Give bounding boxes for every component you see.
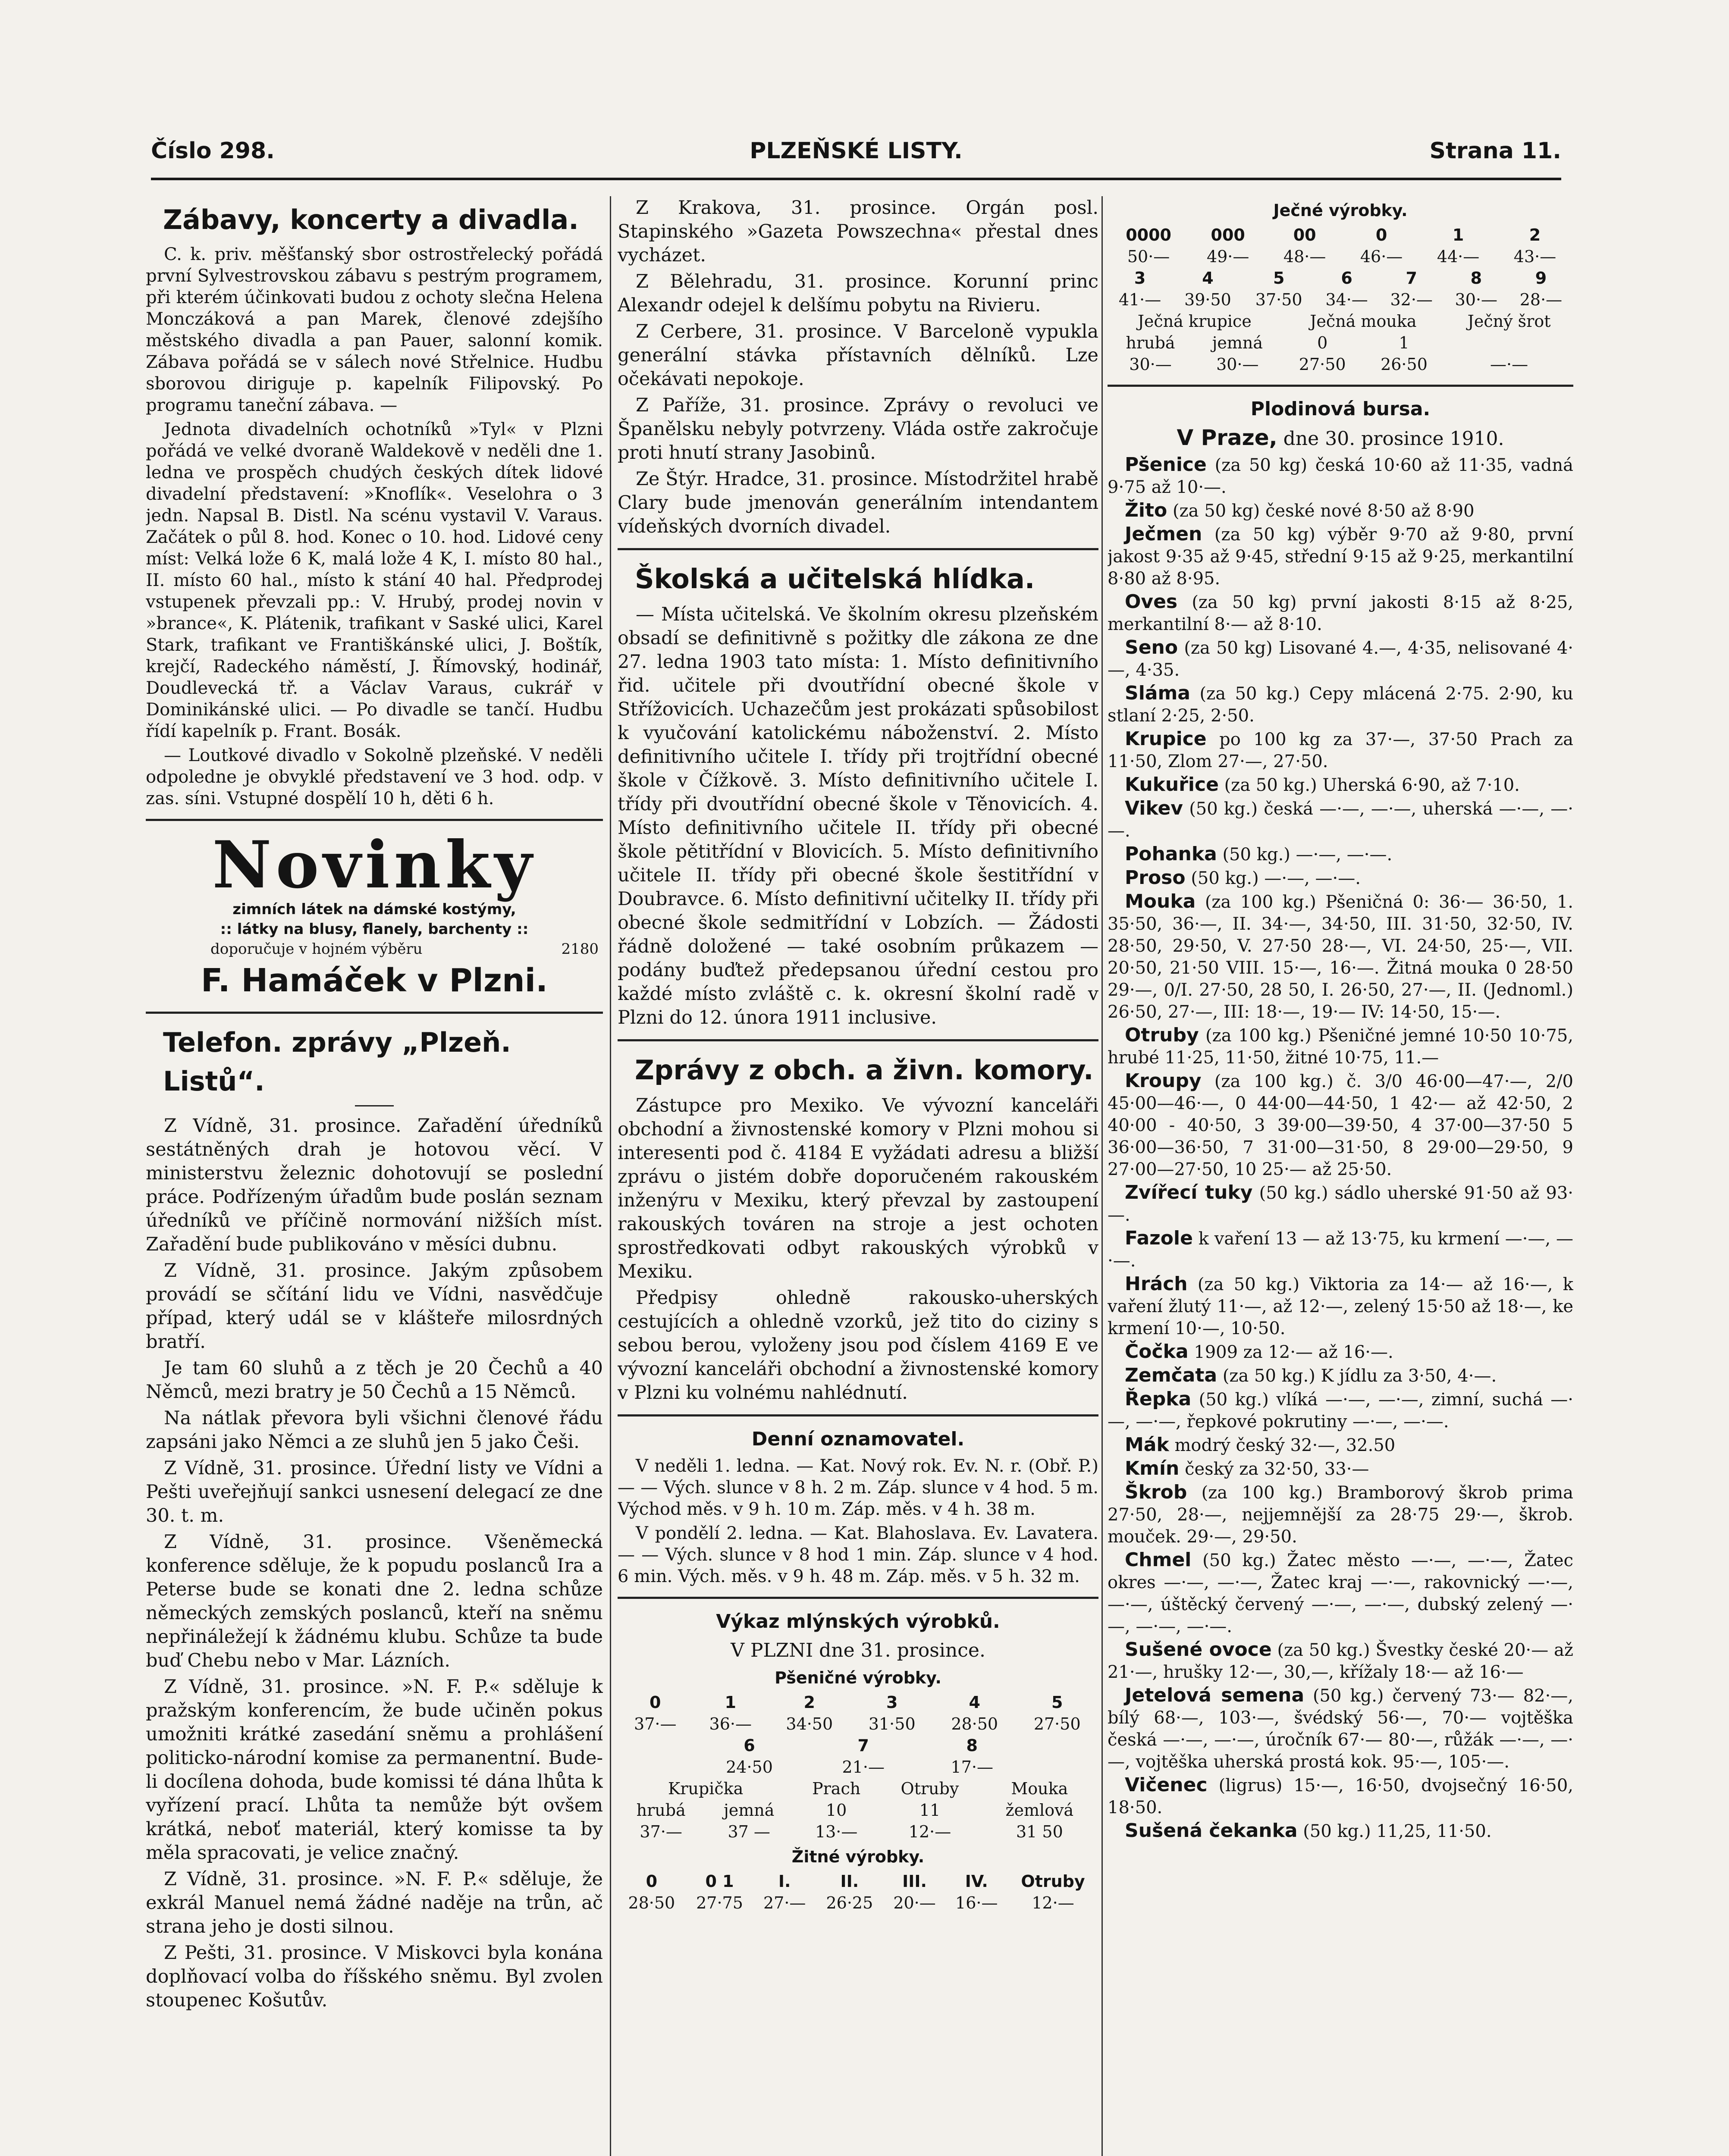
table-cell: 00 [1293,226,1316,244]
table-cell: Ječná mouka [1310,312,1417,331]
commodity-item [1108,636,1573,681]
commodity-name: Sláma [1125,682,1191,704]
table-cell: 7 [1406,269,1417,288]
article-paragraph: Z Paříže, 31. prosince. Zprávy o revoluci ve Španělsku nebyly potvrzeny. Vláda ostře zakročuje proti hnutí strany Jasobinů. [618,395,1098,464]
table-cell: 21·— [842,1758,885,1777]
article-paragraph: Z Bělehradu, 31. prosince. Korunní princ Alexandr odejel k delšímu pobytu na Rivieru. [618,271,1098,316]
table-cell: 36·— [709,1714,752,1733]
column-divider [610,196,611,2156]
commodity-name: Hrách [1125,1273,1188,1295]
article-paragraph: V pondělí 2. ledna. — Kat. Blahoslava. Ev. Lavatera. — — Vých. slunce v 8 hod 1 min. Záp. slunce v 4 hod. 6 min. Vých. měs. v 9 h. 48 m. Záp. měs. v 5 h. 32 m. [618,1523,1098,1586]
table-cell: jemná [723,1801,775,1820]
table-cell: Mouka [1011,1779,1068,1798]
article-paragraph: Z Cerbere, 31. prosince. V Barceloně vypukla generální stávka přístavních dělníků. Lze očekávati nepokoje. [618,321,1098,390]
table-cell: Prach [812,1779,861,1798]
table-cell: 26·25 [826,1893,873,1912]
psenicne-table-2 [690,1735,1026,1778]
article-paragraph: C. k. priv. měšťanský sbor ostrostřelecký pořádá první Sylvestrovskou zábavu s pestrým programem, při kterém účinkovati budou z ochoty slečna Helena Monczáková a pan Marek, členové zdejšího městského divadla a pan Pauer, salonní komik. Zábava pořádá se v sálech nové Střelnice. Hudbu sborovou diriguje p. kapelník Filipovský. Po programu taneční zábava. — [146,244,603,415]
commodity-item [1108,1481,1573,1548]
table-cell: 37 — [728,1822,770,1841]
table-cell: 26·50 [1381,355,1428,374]
commodity-item [1108,1070,1573,1181]
commodity-item [1108,499,1573,522]
table-cell: 31·50 [868,1714,916,1733]
page-header [151,129,1561,177]
section-heading-telefon: Telefon. zprávy „Plzeň. Listů“. [163,1027,511,1097]
commodity-price: (za 50 kg.) Viktoria za 14·— až 16·—, k vaření žlutý 11·—, až 12·—, zelený 15·50 až 18·—, ke krmení 10·—, 10·50. [1108,1275,1573,1338]
table-cell: 11 [919,1801,941,1820]
commodity-name: Zvířecí tuky [1125,1181,1253,1203]
section-heading-zabavy: Zábavy, koncerty a divadla. [163,204,579,235]
commodity-name: Oves [1125,591,1178,613]
commodity-item [1108,1684,1573,1773]
article-paragraph: Z Vídně, 31. prosince. Všeněmecká konference sděluje, že k popudu poslanců Ira a Peterse bude se konati dne 2. ledna schůze německých zemských poslanců, kteří na sněmu nepřináležejí k žádnému klubu. Schůze ta bude buď Chebu nebo v Mar. Lázních. [146,1531,603,1671]
section-rule [618,1414,1098,1416]
table-cell: I. [778,1872,791,1891]
commodity-price: (50 kg.) vlíká —·—, —·—, zimní, suchá —·—, —·—, řepkové pokrutiny —·—, —·—. [1108,1390,1573,1432]
article-paragraph: Ze Štýr. Hradce, 31. prosince. Místodržitel hrabě Clary bude jmenován generálním intendantem vídeňských dvorních divadel. [618,468,1098,537]
section-rule [146,1012,603,1014]
commodity-item [1108,1434,1573,1457]
table-cell: 27·50 [1299,355,1346,374]
page-number: Strana 11. [1429,138,1561,164]
table-cell: 30·— [1455,290,1498,309]
table-cell: 24·50 [726,1758,773,1777]
table-cell: 2 [1529,226,1541,244]
table-cell: 50·— [1127,247,1170,266]
commodity-price: (za 100 kg.) Bramborový škrob prima 27·50, 28·—, nejjemnější za 28·75 29·—, škrob. mouček. 29·—, 29·50. [1108,1483,1573,1547]
commodity-price: modrý český 32·—, 32.50 [1174,1435,1396,1455]
table-heading-jecne: Ječné výrobky. [1273,201,1408,220]
commodity-name: Vikev [1125,797,1183,819]
commodity-item [1108,454,1573,498]
jecne-table-3 [1108,310,1573,375]
table-cell: hrubá [636,1801,686,1820]
commodity-item [1108,1024,1573,1069]
commodity-item [1108,1774,1573,1819]
section-rule [146,819,603,821]
commodity-item [1108,1341,1573,1363]
table-cell: 37·— [640,1822,682,1841]
commodity-item [1108,1457,1573,1480]
commodity-price: (ligrus) 15·—, 16·50, dvojsečný 16·50, 18·50. [1108,1776,1573,1818]
commodity-price: (za 50 kg) česká 10·60 až 11·35, vadná 9·75 až 10·—. [1108,455,1573,497]
commodity-item [1108,1820,1573,1843]
commodity-name: Chmel [1125,1549,1192,1571]
table-cell: 5 [1273,269,1285,288]
table-cell: 4 [1202,269,1214,288]
section-heading-vykaz: Výkaz mlýnských výrobků. [716,1611,1000,1633]
table-cell: 27·— [763,1893,806,1912]
table-cell: 1 [1399,333,1409,352]
commodity-price: (za 100 kg.) Pšeničná 0: 36·— 36·50, 1. 35·50, 36·—, II. 34·—, 34·50, III. 31·50, 32·50, IV. 28·50, 29·50, V. 27·50 28·—, VI. 24·50, 25·—, VII. 20·50, 21·50 VIII. 15·—, 16·—. Žitná mouka 0 28·50 29·—, 0/I. 27·50, 28 50, I. 26·50, 27·—, II. (Jednoml.) 26·50, 27·—, III: 18·—, 19·— IV: 14·50, 15·—. [1108,892,1573,1022]
commodity-price: po 100 kg za 37·—, 37·50 Prach za 11·50, Zlom 27·—, 27·50. [1108,730,1573,771]
commodity-item [1108,591,1573,636]
article-paragraph: Z Vídně, 31. prosince. »N. F. P.« sděluje, že exkrál Manuel nemá žádné naděje na trůn, ač strana jeho je dosti silnou. [146,1868,603,1937]
table-cell: —·— [1490,355,1528,374]
table-cell: 28·50 [951,1714,998,1733]
table-cell: Krupička [668,1779,744,1798]
commodity-price: k vaření 13 — až 13·75, ku krmení —·—, —·—. [1108,1229,1573,1271]
table-cell: 27·50 [1033,1714,1081,1733]
table-cell: 27·75 [696,1893,743,1912]
commodity-name: Mouka [1125,890,1196,912]
article-paragraph: Zástupce pro Mexiko. Ve vývozní kanceláři obchodní a živnostenské komory v Plzni mohou si interesenti pod č. 4184 E vyžádati adresu a bližší zprávu o jistém dobře doporučeném rakouském inženýru v Mexiku, který převzal by zastoupení rakouských továren na stroje a jest ochoten sprostředkovati odbyt rakouských výrobků v Mexiku. [618,1095,1098,1282]
commodity-name: Kmín [1125,1457,1180,1479]
bursa-date: dne 30. prosince 1910. [1283,428,1504,450]
header-rule [151,178,1561,180]
advertisement [146,827,603,1002]
commodity-price: (50 kg.) —·—, —·—. [1222,845,1393,865]
commodity-name: Žito [1125,499,1167,521]
table-cell: žemlová [1005,1801,1074,1820]
article-paragraph: Z Vídně, 31. prosince. Jakým způsobem provádí se sčítání lidu ve Vídni, nasvědčuje případ, který udál se v klášteře milosrdných bratří. [146,1260,603,1353]
table-cell: 17·— [951,1758,993,1777]
commodity-name: Škrob [1125,1481,1187,1503]
commodity-item [1108,1388,1573,1433]
table-cell: 4 [969,1693,980,1712]
table-cell: 28·50 [628,1893,675,1912]
commodity-name: Zemčata [1125,1364,1218,1386]
commodity-name: Kukuřice [1125,774,1219,796]
commodity-name: Krupice [1125,728,1207,750]
commodity-price: (za 50 kg.) Švestky české 20·— až 21·—, hrušky 12·—, 30,—, křížaly 18·— až 16·— [1108,1640,1573,1682]
issue-number: Číslo 298. [151,138,275,164]
section-rule [1108,385,1573,387]
table-cell: 41·— [1118,290,1161,309]
commodity-name: Kroupy [1125,1070,1202,1092]
article-paragraph: Z Vídně, 31. prosince. »N. F. P.« sděluje k pražským konferencím, že bude učiněn pokus umožniti krátké zasedání sněmu a prohlášení politicko-národní komise za permanentní. Bude-li docílena dohoda, bude komissi té dána lhůta k vyřízení prací. Lhůta ta nemůže být ovšem krátká, neboť materiál, který komisse ta by měla spracovati, je velice značný. [146,1676,603,1864]
commodity-price: český za 32·50, 33·— [1185,1459,1369,1479]
column-2 [618,196,1098,2156]
commodity-price: (za 100 kg.) č. 3/0 46·00—47·—, 2/0 45·00—46·—, 0 44·00—44·50, 1 42·— až 42·50, 2 40·00 - 40·50, 3 39·00—39·50, 4 37·00—37·50 5 36·00—36·50, 7 31·00—31·50, 8 29·00—29·50, 9 27·00—27·50, 10 25·— až 25·50. [1108,1072,1573,1179]
table-cell: 0 [1317,333,1328,352]
commodity-price: (za 50 kg) první jakosti 8·15 až 8·25, merkantilní 8·— až 8·10. [1108,592,1573,634]
commodity-price: (50 kg.) Žatec město —·—, —·—, Žatec okres —·—, —·—, Žatec kraj —·—, rakovnický —·—, —·—, úštěcký červený —·—, —·—, dubský zelený —·—, —·—, —·—. [1108,1551,1573,1636]
commodity-price: (za 50 kg.) Cepy mlácená 2·75. 2·90, ku stlaní 2·25, 2·50. [1108,684,1573,726]
section-heading-bursa: Plodinová bursa. [1250,398,1431,420]
commodity-price: (za 100 kg.) Pšeničné jemné 10·50 10·75, hrubé 11·25, 11·50, žitné 10·75, 11.— [1108,1026,1573,1068]
table-cell: 37·— [634,1714,677,1733]
column-3 [1108,196,1573,2156]
table-heading-zitne: Žitné výrobky. [791,1847,925,1866]
table-cell: 8 [1470,269,1482,288]
commodity-item [1108,682,1573,727]
article-paragraph: Předpisy ohledně rakousko-uherských cestujících a ohledně vzorků, jež tito do ciziny s sebou berou, vyloženy jsou pod číslem 4169 E ve vývozní kanceláři obchodní a živnostenské komory v Plzni ku volnému nahlédnutí. [618,1287,1098,1404]
table-cell: 0 1 [705,1872,734,1891]
table-cell: 0 [646,1872,658,1891]
table-cell: 43·— [1513,247,1556,266]
table-cell: 13·— [815,1822,858,1841]
commodity-name: Sušená čekanka [1125,1820,1298,1842]
commodity-item [1108,843,1573,866]
bursa-dateline [1108,425,1573,452]
jecne-table [1108,224,1573,267]
bursa-city: V Praze, [1177,425,1277,450]
table-cell: 30·— [1216,355,1259,374]
table-heading-psenicne: Pšeničné výrobky. [775,1668,941,1687]
commodity-name: Fazole [1125,1227,1193,1249]
commodity-price: (za 50 kg.) K jídlu za 3·50, 4·—. [1222,1366,1497,1386]
commodity-price: (za 50 kg) výběr 9·70 až 9·80, první jakost 9·35 až 9·45, střední 9·15 až 9·25, merkantilní 8·80 až 8·95. [1108,525,1573,589]
zitne-table [618,1871,1098,1914]
column-divider [1101,196,1103,2156]
table-cell: 34·50 [786,1714,833,1733]
table-cell: 7 [857,1736,869,1755]
commodity-price: (za 50 kg) Lisované 4.—, 4·35, nelisované 4·—, 4·35. [1108,638,1573,680]
commodity-name: Pšenice [1125,454,1207,476]
table-cell: 5 [1051,1693,1063,1712]
table-cell: jemná [1212,333,1263,352]
commodity-price: (50 kg.) 11,25, 11·50. [1303,1821,1492,1841]
table-cell: 2 [803,1693,815,1712]
table-cell: 10 [825,1801,847,1820]
article-paragraph: Z Krakova, 31. prosince. Orgán posl. Stapinského »Gazeta Powszechna« přestal dnes vycházet. [618,197,1098,266]
vykaz-date: V PLZNI dne 31. prosince. [731,1639,985,1661]
table-cell: III. [902,1872,927,1891]
table-cell: 0 [1375,226,1387,244]
commodity-item [1108,1639,1573,1683]
commodity-item [1108,1273,1573,1340]
table-cell: 12·— [908,1822,951,1841]
article-paragraph: Z Pešti, 31. prosince. V Miskovci byla konána doplňovací volba do říšského sněmu. Byl zvolen stoupenec Košutův. [146,1942,603,2011]
commodity-item [1108,728,1573,773]
ad-number: 2180 [561,940,599,958]
table-cell: 9 [1535,269,1547,288]
section-heading-oznamovatel: Denní oznamovatel. [751,1428,965,1450]
commodity-name: Seno [1125,636,1178,658]
commodity-name: Pohanka [1125,843,1217,865]
table-cell: 37·50 [1255,290,1302,309]
article-paragraph: — Loutkové divadlo v Sokolně plzeňské. V neděli odpoledne je obvyklé představení ve 3 hod. odp. v zas. síni. Vstupné dospělí 10 h, děti 6 h. [146,746,603,808]
commodity-price: (50 kg.) sádlo uherské 91·50 až 93·—. [1108,1183,1573,1225]
table-cell: 20·— [893,1893,936,1912]
bursa-list [1108,454,1573,1843]
commodity-price: (50 kg.) —·—, —·—. [1191,868,1361,888]
table-cell: Ječný šrot [1467,312,1551,331]
commodity-name: Proso [1125,867,1186,889]
commodity-item [1108,1364,1573,1387]
commodity-name: Vičenec [1125,1774,1208,1796]
psenicne-table [618,1692,1098,1735]
commodity-name: Sušené ovoce [1125,1639,1272,1661]
table-cell [1445,332,1573,354]
commodity-name: Otruby [1125,1024,1199,1046]
article-paragraph: — Místa učitelská. Ve školním okresu plzeňském obsadí se definitivně s požitky dle zákona ze dne 27. ledna 1903 tato místa: 1. Místo definitivního řid. učitele při dvoutřídní obecné škole v Střížovicích. Uchazečům jest prokázati spůsobilost k vyučování katolickému náboženství. 2. Místo definitivního učitele I. třídy při trojtřídní obecné škole v Čížkově. 3. Místo definitivního učitele I. třídy při dvoutřídní obecné škole v Těnovicích. 4. Místo definitivního učitele II. třídy při obecné škole pětitřídní v Blovicích. 5. Místo definitivního učitele II. třídy při obecné škole šestitřídní v Doubravce. 6. Místo definitivní učitelky II. třídy při obecné škole sedmitřídní v Lobzích. — Žádosti řádně doložené — také osobním průkazem — podány buďtež předepsanou úřední cestou pro každé místo zvláště c. k. okresní školní radě v Plzni do 12. února 1911 inclusive. [618,604,1098,1028]
table-cell: II. [840,1872,859,1891]
commodity-item [1108,1549,1573,1638]
commodity-item [1108,523,1573,590]
commodity-item [1108,867,1573,890]
table-cell: 8 [966,1736,978,1755]
table-cell: 46·— [1360,247,1403,266]
psenicne-table-3 [618,1778,1098,1843]
table-cell: 30·— [1129,355,1172,374]
ad-row [146,939,603,959]
section-rule [618,1597,1098,1599]
ad-line: :: látky na blusy, flanely, barchenty :: [220,921,529,938]
table-cell: 48·— [1283,247,1326,266]
commodity-price: (za 50 kg.) Uherská 6·90, až 7·10. [1224,775,1520,795]
table-cell: Otruby [901,1779,959,1798]
table-cell: 1 [725,1693,736,1712]
article-paragraph: Z Vídně, 31. prosince. Úřední listy ve Vídni a Pešti uveřejňují sankci usnesení delegací ze dne 30. t. m. [146,1457,603,1526]
commodity-name: Řepka [1125,1388,1192,1410]
table-cell: Ječná krupice [1137,312,1252,331]
commodity-price: 1909 za 12·— až 16·—. [1194,1342,1393,1362]
table-cell: 34·— [1325,290,1368,309]
article-paragraph: Je tam 60 sluhů a z těch je 20 Čechů a 40 Němců, mezi bratry je 50 Čechů a 15 Němců. [146,1357,603,1403]
table-cell: 3 [1134,269,1146,288]
table-cell: 32·— [1390,290,1433,309]
ad-line: doporučuje v hojném výběru [210,940,423,958]
section-rule [618,1039,1098,1041]
ad-advertiser: F. Hamáček v Plzni. [201,962,548,999]
section-heading-komory: Zprávy z obch. a živn. komory. [635,1054,1094,1086]
column-1 [146,196,603,2156]
table-cell: Otruby [1021,1872,1085,1891]
ad-line: zimních látek na dámské kostýmy, [232,901,516,918]
commodity-price: (50 kg.) červený 73·— 82·—, bílý 68·—, 103·—, švédský 56·—, 70·— vojtěška česká —·—, —·—, úročník 67·— 80·—, růžák —·—, —·—, vojtěška uherská prostá kok. 95·—, 105·—. [1108,1686,1573,1772]
jecne-table-2 [1108,267,1573,310]
table-cell: 31 50 [1016,1822,1063,1841]
table-cell: 0 [650,1693,661,1712]
commodity-name: Mák [1125,1434,1169,1456]
commodity-name: Ječmen [1125,523,1202,545]
commodity-name: Čočka [1125,1341,1189,1363]
table-cell: 44·— [1437,247,1480,266]
short-rule [355,1105,394,1106]
table-cell: 3 [886,1693,898,1712]
table-cell: 39·50 [1184,290,1231,309]
table-cell: 6 [1341,269,1352,288]
commodity-name: Jetelová semena [1125,1684,1305,1706]
commodity-item [1108,1181,1573,1226]
commodity-price: (50 kg.) česká —·—, —·—, uherská —·—, —·—. [1108,799,1573,841]
table-cell: hrubá [1126,333,1175,352]
commodity-item [1108,1227,1573,1272]
commodity-price: (za 50 kg) české nové 8·50 až 8·90 [1172,501,1475,521]
table-cell: 0000 [1126,226,1171,244]
ad-title: Novinky [212,827,537,903]
section-heading-skolska: Školská a učitelská hlídka. [635,563,1035,595]
article-paragraph: Z Vídně, 31. prosince. Zařadění úředníků sestátněných drah je hotovou věcí. V ministerstvu železnic dohotovují se poslední práce. Podřízeným úřadům bude poslán seznam úředníků ve příčině normování nižších míst. Zařadění bude publikováno v měsíci dubnu. [146,1115,603,1255]
article-paragraph: Na nátlak převora byli všichni členové řádu zapsáni jako Němci a ze sluhů jen 5 jako Češi. [146,1407,603,1453]
table-cell: 1 [1452,226,1464,244]
table-cell: IV. [965,1872,988,1891]
table-cell: 6 [744,1736,755,1755]
article-paragraph: Jednota divadelních ochotníků »Tyl« v Plzni pořádá ve velké dvoraně Waldekově v neděli dne 1. ledna ve prospěch chudých českých dítek lidové divadelní představení: »Knoflík«. Veselohra o 3 jedn. Napsal B. Distl. Na scénu vystavil V. Varaus. Začátek o půl 8. hod. Konec o 10. hod. Lidové ceny míst: Velká lože 6 K, malá lože 4 K, I. místo 80 hal., II. místo 60 hal., místo k stání 40 hal. Předprodej vstupenek převzali pp.: V. Hrubý, prodej novin v »brance«, K. Plátenik, trafikant v Saské ulici, Karel Stark, trafikant ve Františkánské ulici, J. Boštík, krejčí, Radeckého náměstí, J. Římovský, hodinář, Doudlevecká tř. a Václav Varaus, cukrář v Dominikánské ulici. — Po divadle se tančí. Hudbu řídí kapelník p. Frant. Bosák. [146,420,603,741]
table-cell: 16·— [955,1893,998,1912]
commodity-item [1108,797,1573,842]
newspaper-title: PLZEŇSKÉ LISTY. [750,138,963,164]
table-cell: 000 [1211,226,1245,244]
table-cell: 12·— [1032,1893,1074,1912]
commodity-item [1108,774,1573,796]
table-cell: 28·— [1519,290,1563,309]
article-paragraph: V neděli 1. ledna. — Kat. Nový rok. Ev. N. r. (Obř. P.) — — Vých. slunce v 8 h. 2 m. Záp. slunce v 4 hod. 5 m. Východ měs. v 9 h. 10 m. Záp. měs. v 4 h. 38 m. [618,1456,1098,1519]
table-cell: 49·— [1206,247,1249,266]
section-rule [618,548,1098,550]
commodity-item [1108,890,1573,1023]
